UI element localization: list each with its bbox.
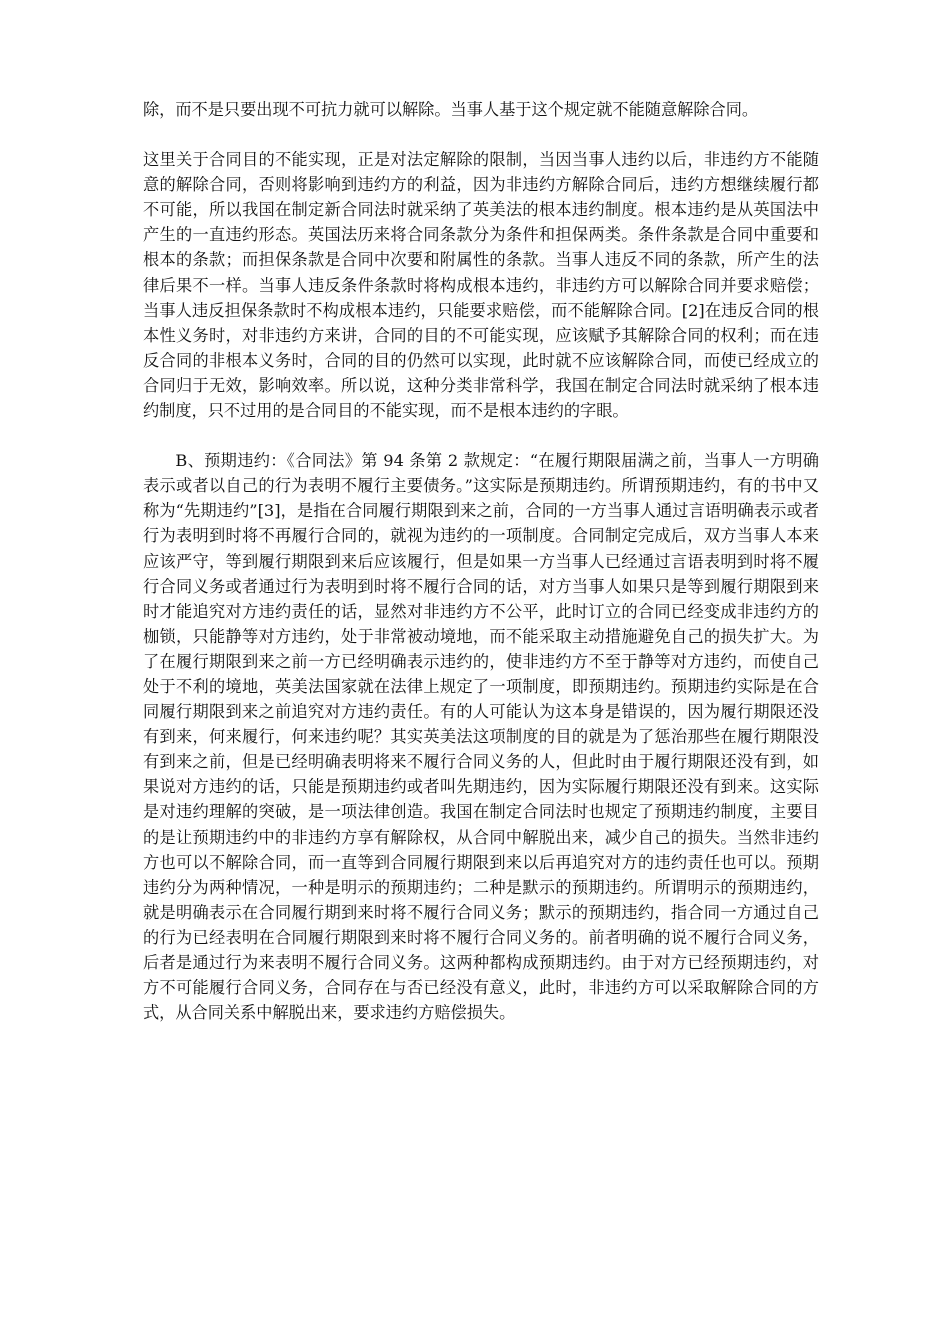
paragraph-continuation: 除，而不是只要出现不可抗力就可以解除。当事人基于这个规定就不能随意解除合同。 (143, 100, 759, 119)
paragraph-anticipatory-breach: B、预期违约：《合同法》第 94 条第 2 款规定：“在履行期限届满之前，当事人一方明确表示或者以自己的行为表明不履行主要债务。”这实际是预期违约。所谓预期违约，有的书中又称为“先期违约”[3]，是指在合同履行期限到来之前，合同的一方当事人通过言语明确表示或者行为表明到时将不再履行合同的，就视为违约的一项制度。合同制定完成后，双方当事人本来应该严守，等到履行期限到来后应该履行，但是如果一方当事人已经通过言语表明到时将不履行合同义务或者通过行为表明到时将不履行合同的话，对方当事人如果只是等到履行期限到来时才能追究对方违约责任的话，显然对非违约方不公平，此时订立的合同已经变成非违约方的枷锁，只能静等对方违约，处于非常被动境地，而不能采取主动措施避免自己的损失扩大。为了在履行期限到来之前一方已经明确表示违约的，使非违约方不至于静等对方违约，而使自己处于不利的境地，英美法国家就在法律上规定了一项制度，即预期违约。预期违约实际是在合同履行期限到来之前追究对方违约责任。有的人可能认为这本身是错误的，因为履行期限还没有到来，何来履行，何来违约呢？其实英美法这项制度的目的就是为了惩治那些在履行期限没有到来之前，但是已经明确表明将来不履行合同义务的人，但此时由于履行期限还没有到，如果说对方违约的话，只能是预期违约或者叫先期违约，因为实际履行期限还没有到来。这实际是对违约理解的突破，是一项法律创造。我国在制定合同法时也规定了预期违约制度，主要目的是让预期违约中的非违约方享有解除权，从合同中解脱出来，减少自己的损失。当然非违约方也可以不解除合同，而一直等到合同履行期限到来以后再追究对方的违约责任也可以。预期违约分为两种情况，一种是明示的预期违约；二种是默示的预期违约。所谓明示的预期违约，就是明确表示在合同履行期到来时将不履行合同义务；默示的预期违约，指合同一方通过自己的行为已经表明在合同履行期限到来时将不履行合同义务的。前者明确的说不履行合同义务，后者是通过行为来表明不履行合同义务。这两种都构成预期违约。由于对方已经预期违约，对方不可能履行合同义务，合同存在与否已经没有意义，此时，非违约方可以采取解除合同的方式，从合同关系中解脱出来，要求违约方赔偿损失。 (143, 451, 819, 1023)
document-page (143, 97, 819, 1025)
paragraph-fundamental-breach: 这里关于合同目的不能实现，正是对法定解除的限制，当因当事人违约以后，非违约方不能随意的解除合同，否则将影响到违约方的利益，因为非违约方解除合同后，违约方想继续履行都不可能，所以我国在制定新合同法时就采纳了英美法的根本违约制度。根本违约是从英国法中产生的一直违约形态。英国法历来将合同条款分为条件和担保两类。条件条款是合同中重要和根本的条款；而担保条款是合同中次要和附属性的条款。当事人违反不同的条款，所产生的法律后果不一样。当事人违反条件条款时将构成根本违约，非违约方可以解除合同并要求赔偿；当事人违反担保条款时不构成根本违约，只能要求赔偿，而不能解除合同。[2]在违反合同的根本性义务时，对非违约方来讲，合同的目的不可能实现，应该赋予其解除合同的权利；而在违反合同的非根本义务时，合同的目的仍然可以实现，此时就不应该解除合同，而使已经成立的合同归于无效，影响效率。所以说，这种分类非常科学，我国在制定合同法时就采纳了根本违约制度，只不过用的是合同目的不能实现，而不是根本违约的字眼。 (143, 150, 819, 421)
